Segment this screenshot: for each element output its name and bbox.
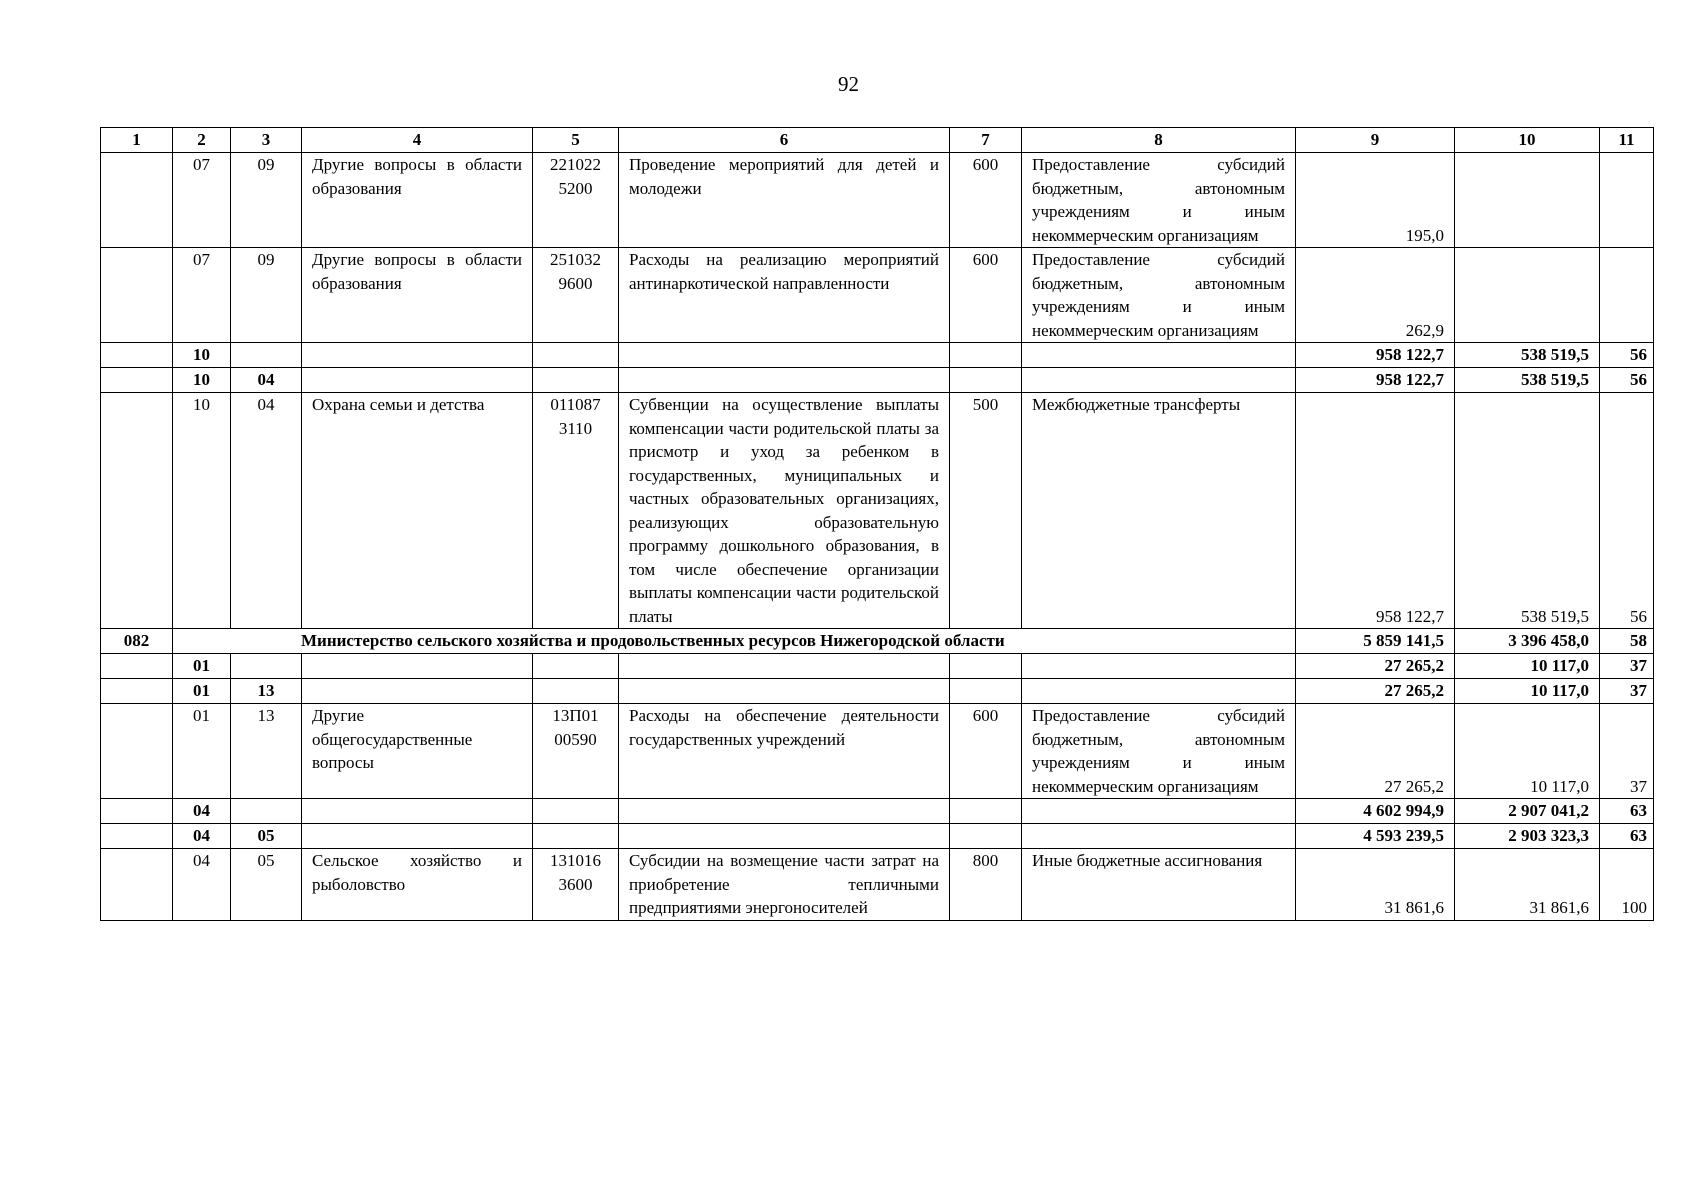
header-cell: 6 [619, 128, 950, 153]
cell-expense-type: 800 [950, 849, 1022, 921]
cell-plan: 958 122,7 [1296, 368, 1455, 393]
cell-plan: 958 122,7 [1296, 393, 1455, 629]
cell-subsection-name [302, 799, 533, 824]
header-cell: 7 [950, 128, 1022, 153]
cell-subsection-name: Охрана семьи и детства [302, 393, 533, 629]
cell-ministry-code [101, 368, 173, 393]
cell-actual: 3 396 458,0 [1455, 629, 1600, 654]
cell-subsection: 05 [231, 849, 302, 921]
cell-actual: 10 117,0 [1455, 654, 1600, 679]
target-article-part1: 011087 [550, 395, 601, 414]
cell-plan: 27 265,2 [1296, 654, 1455, 679]
header-cell: 4 [302, 128, 533, 153]
cell-expense-type-name: Предоставление субсидий бюджетным, автономным учреждениям и иным некоммерческим организациям [1022, 704, 1296, 799]
cell-target-article [533, 654, 619, 679]
cell-expense-type-name: Иные бюджетные ассигнования [1022, 849, 1296, 921]
cell-article-name: Расходы на обеспечение деятельности государственных учреждений [619, 704, 950, 799]
cell-section: 04 [173, 824, 231, 849]
header-cell: 10 [1455, 128, 1600, 153]
cell-subsection [231, 799, 302, 824]
cell-expense-type-name [1022, 679, 1296, 704]
target-article-part2: 5200 [558, 178, 593, 198]
cell-target-article [533, 679, 619, 704]
cell-ministry-code [101, 343, 173, 368]
cell-subsection: 13 [231, 679, 302, 704]
cell-expense-type [950, 654, 1022, 679]
cell-article-name [619, 679, 950, 704]
table-row [101, 248, 1654, 343]
cell-article-name: Субвенции на осуществление выплаты компенсации части родительской платы за присмотр и уход за ребенком в государственных, муниципальных и частных образовательных организациях, реализующих образовательную программу дошкольного образования, в том числе обеспечение организации выплаты компенсации части родительской платы [619, 393, 950, 629]
cell-section: 07 [173, 248, 231, 343]
header-cell: 9 [1296, 128, 1455, 153]
cell-percent: 37 [1600, 679, 1654, 704]
cell-target-article [533, 248, 619, 343]
cell-subsection: 04 [231, 368, 302, 393]
cell-target-article [533, 368, 619, 393]
cell-subsection [231, 654, 302, 679]
cell-target-article [533, 393, 619, 629]
cell-subsection: 09 [231, 153, 302, 248]
target-article-part1: 221022 [550, 155, 601, 174]
cell-expense-type [950, 799, 1022, 824]
target-article-part1: 131016 [550, 851, 601, 870]
cell-actual: 538 519,5 [1455, 343, 1600, 368]
cell-percent: 56 [1600, 368, 1654, 393]
cell-subsection-name [302, 654, 533, 679]
cell-subsection: 09 [231, 248, 302, 343]
cell-subsection [231, 343, 302, 368]
cell-subsection-name: Другие вопросы в области образования [302, 248, 533, 343]
table-row [101, 153, 1654, 248]
target-article-part1: 251032 [550, 250, 601, 269]
page-number: 92 [838, 72, 859, 96]
cell-percent: 56 [1600, 343, 1654, 368]
cell-plan: 31 861,6 [1296, 849, 1455, 921]
target-article-part2: 00590 [554, 729, 597, 749]
cell-expense-type [950, 679, 1022, 704]
cell-section: 10 [173, 368, 231, 393]
cell-article-name [619, 343, 950, 368]
cell-article-name [619, 824, 950, 849]
total-row [101, 679, 1654, 704]
cell-subsection-name [302, 343, 533, 368]
cell-plan: 195,0 [1296, 153, 1455, 248]
cell-plan: 27 265,2 [1296, 704, 1455, 799]
cell-expense-type-name: Предоставление субсидий бюджетным, автономным учреждениям и иным некоммерческим организациям [1022, 153, 1296, 248]
cell-plan: 958 122,7 [1296, 343, 1455, 368]
cell-percent: 37 [1600, 654, 1654, 679]
cell-ministry-name: Министерство сельского хозяйства и продовольственных ресурсов Нижегородской области [173, 629, 1296, 654]
cell-subsection-name: Другие общегосударственные вопросы [302, 704, 533, 799]
cell-subsection-name [302, 368, 533, 393]
cell-actual [1455, 153, 1600, 248]
cell-plan: 4 593 239,5 [1296, 824, 1455, 849]
total-row [101, 368, 1654, 393]
cell-expense-type: 500 [950, 393, 1022, 629]
cell-article-name [619, 654, 950, 679]
cell-actual: 538 519,5 [1455, 368, 1600, 393]
cell-article-name: Субсидии на возмещение части затрат на приобретение тепличными предприятиями энергоносителей [619, 849, 950, 921]
cell-target-article [533, 799, 619, 824]
header-cell: 11 [1600, 128, 1654, 153]
cell-section: 04 [173, 799, 231, 824]
total-row [101, 343, 1654, 368]
cell-expense-type: 600 [950, 153, 1022, 248]
header-cell: 3 [231, 128, 302, 153]
table-row [101, 849, 1654, 921]
cell-plan: 27 265,2 [1296, 679, 1455, 704]
budget-table [100, 127, 1654, 921]
cell-subsection: 05 [231, 824, 302, 849]
cell-subsection: 13 [231, 704, 302, 799]
total-row [101, 824, 1654, 849]
cell-expense-type [950, 343, 1022, 368]
cell-section: 01 [173, 679, 231, 704]
cell-actual: 31 861,6 [1455, 849, 1600, 921]
table-row [101, 704, 1654, 799]
cell-ministry-code [101, 849, 173, 921]
cell-percent: 100 [1600, 849, 1654, 921]
cell-subsection-name: Другие вопросы в области образования [302, 153, 533, 248]
cell-actual: 2 903 323,3 [1455, 824, 1600, 849]
total-row [101, 799, 1654, 824]
cell-plan: 4 602 994,9 [1296, 799, 1455, 824]
cell-ministry-code [101, 393, 173, 629]
cell-section: 01 [173, 704, 231, 799]
cell-expense-type [950, 368, 1022, 393]
cell-percent: 63 [1600, 824, 1654, 849]
total-row [101, 654, 1654, 679]
cell-ministry-code [101, 704, 173, 799]
cell-subsection-name [302, 824, 533, 849]
cell-ministry-code [101, 824, 173, 849]
header-cell: 8 [1022, 128, 1296, 153]
cell-expense-type [950, 824, 1022, 849]
cell-actual: 2 907 041,2 [1455, 799, 1600, 824]
target-article-part2: 9600 [558, 273, 593, 293]
cell-expense-type-name: Предоставление субсидий бюджетным, автономным учреждениям и иным некоммерческим организациям [1022, 248, 1296, 343]
cell-ministry-code [101, 248, 173, 343]
target-article-part2: 3600 [558, 874, 593, 894]
header-row [101, 128, 1654, 153]
cell-target-article [533, 153, 619, 248]
ministry-row [101, 629, 1654, 654]
cell-subsection: 04 [231, 393, 302, 629]
cell-percent: 37 [1600, 704, 1654, 799]
cell-actual: 10 117,0 [1455, 704, 1600, 799]
cell-target-article [533, 849, 619, 921]
cell-subsection-name [302, 679, 533, 704]
cell-percent: 58 [1600, 629, 1654, 654]
cell-percent [1600, 153, 1654, 248]
header-cell: 5 [533, 128, 619, 153]
cell-article-name [619, 799, 950, 824]
cell-expense-type: 600 [950, 704, 1022, 799]
cell-section: 04 [173, 849, 231, 921]
cell-ministry-code: 082 [101, 629, 173, 654]
cell-article-name: Расходы на реализацию мероприятий антинаркотической направленности [619, 248, 950, 343]
cell-actual [1455, 248, 1600, 343]
cell-ministry-code [101, 153, 173, 248]
cell-plan: 5 859 141,5 [1296, 629, 1455, 654]
cell-section: 10 [173, 393, 231, 629]
cell-plan: 262,9 [1296, 248, 1455, 343]
cell-expense-type-name [1022, 654, 1296, 679]
target-article-part1: 13П01 [552, 706, 599, 725]
cell-subsection-name: Сельское хозяйство и рыболовство [302, 849, 533, 921]
cell-section: 10 [173, 343, 231, 368]
cell-expense-type: 600 [950, 248, 1022, 343]
cell-percent [1600, 248, 1654, 343]
cell-section: 01 [173, 654, 231, 679]
target-article-part2: 3110 [558, 418, 593, 438]
cell-percent: 63 [1600, 799, 1654, 824]
cell-section: 07 [173, 153, 231, 248]
cell-ministry-code [101, 654, 173, 679]
header-cell: 1 [101, 128, 173, 153]
cell-article-name: Проведение мероприятий для детей и молодежи [619, 153, 950, 248]
cell-expense-type-name [1022, 343, 1296, 368]
cell-ministry-code [101, 799, 173, 824]
cell-expense-type-name: Межбюджетные трансферты [1022, 393, 1296, 629]
cell-expense-type-name [1022, 368, 1296, 393]
cell-expense-type-name [1022, 824, 1296, 849]
cell-percent: 56 [1600, 393, 1654, 629]
cell-actual: 538 519,5 [1455, 393, 1600, 629]
table-row [101, 393, 1654, 629]
header-cell: 2 [173, 128, 231, 153]
cell-target-article [533, 343, 619, 368]
cell-article-name [619, 368, 950, 393]
cell-actual: 10 117,0 [1455, 679, 1600, 704]
cell-target-article [533, 824, 619, 849]
cell-ministry-code [101, 679, 173, 704]
cell-expense-type-name [1022, 799, 1296, 824]
cell-target-article [533, 704, 619, 799]
